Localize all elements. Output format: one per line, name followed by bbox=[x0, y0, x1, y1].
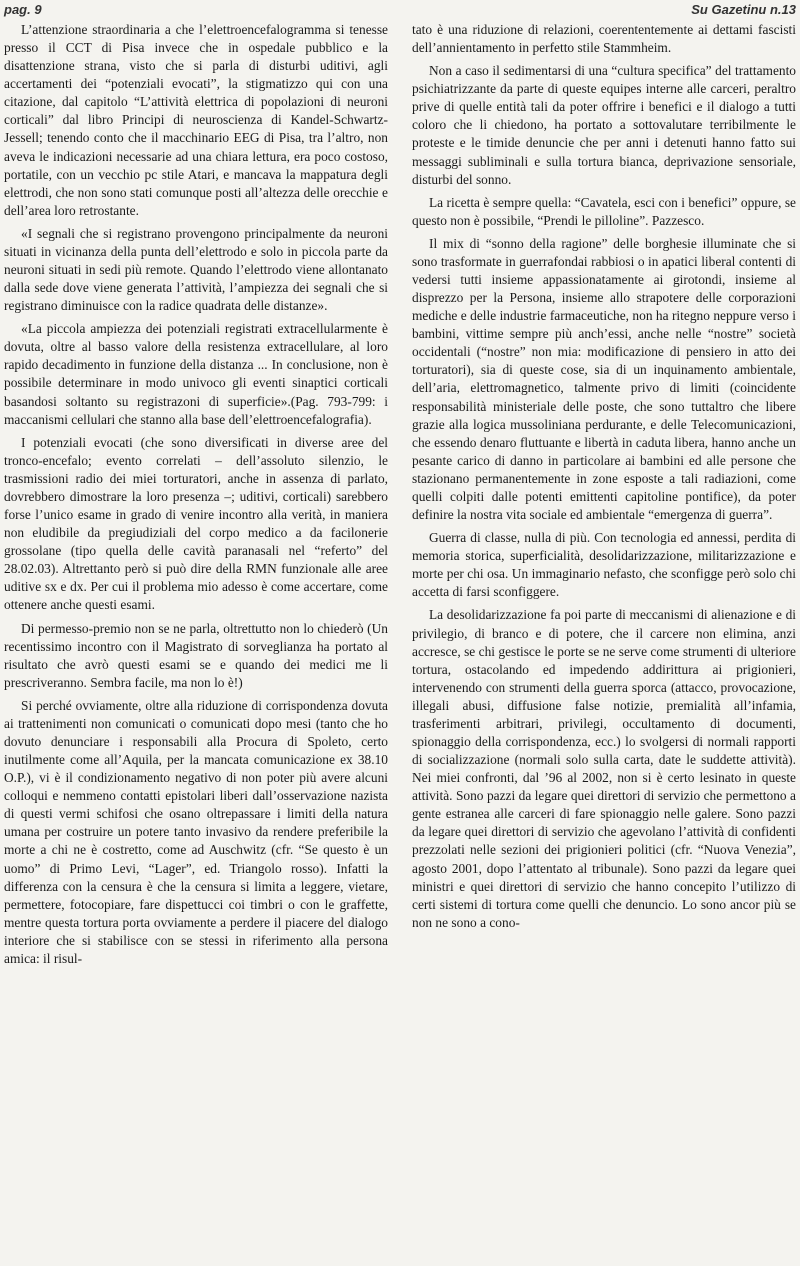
left-column bbox=[4, 21, 388, 1266]
paragraph: La ricetta è sempre quella: “Cavatela, esci con i benefici” oppure, se questo non è possibile, “Prendi le pilloline”. Pazzesco. bbox=[412, 194, 796, 228]
paragraph: La desolidarizzazione fa poi parte di meccanismi di alienazione e di privilegio, di branco e di potere, che il carcere non elimina, anzi accresce, se chi gestisce le porte se ne serve come strumenti di ulteriore tortura, ostacolando ed impedendo addirittura ai prigionieri, intervenendo con strumenti della guerra sporca (attacco, provocazione, illegali abusi, diffusione false notizie, premialità all’infamia, trasferimenti arbitrari, privilegi, occultamento di documenti, spionaggio della corrispondenza, ecc.) lo svolgersi di normali rapporti di socializzazione (normali solo sulla carta, date le suddette attività). Nei miei confronti, dal ’96 al 2002, non si è certo lesinato in queste attività. Sono pazzi da legare quei direttori di servizio che permettono a gente estranea alle carceri di fare spionaggio nelle galere. Sono pazzi da legare quei direttori di servizio che agevolano l’attività di confidenti prezzolati nelle sezioni dei prigionieri politici (cfr. “Nuova Venezia”, agosto 2001, dopo l’attentato al tribunale). Sono pazzi da legare quei ministri e quei direttori di servizio che hanno concepito l’utilizzo di certi sistemi di tortura come quelli che denuncio. Lo sono ancor più se non ne sono a cono- bbox=[412, 607, 796, 930]
paragraph-continuation: tato è una riduzione di relazioni, coerententemente ai dettami fascisti dell’annientamento in perfetto stile Stammheim. bbox=[412, 22, 796, 56]
paragraph: Guerra di classe, nulla di più. Con tecnologia ed annessi, perdita di memoria storica, superficialità, desolidarizzazione, militarizzazione e morte per chi osa. Un immaginario nefasto, che sconfigge però solo chi accetta di farsi sconfiggere. bbox=[412, 530, 796, 600]
paragraph: Di permesso-premio non se ne parla, oltrettutto non lo chiederò (Un recentissimo incontro con il Magistrato di sorveglianza ha portato al risultato che avrò questi esami se e quando dei medici me li prescriveranno. Sembra facile, ma non lo è!) bbox=[4, 620, 388, 690]
paragraph: Non a caso il sedimentarsi di una “cultura specifica” del trattamento psichiatrizzante da parte di queste equipes interne alle carceri, peraltro prive di quelle entità tali da poter offrire i benefici e il dialogo a tutti coloro che li chiedono, ha portato a sottovalutare terribilmente le proteste e le timide denuncie che per anni i detenuti hanno fatto sui messaggi subliminali e sulla tortura bianca, deprivazione sensoriale, disturbi del sonno. bbox=[412, 63, 796, 187]
paragraph: L’attenzione straordinaria a che l’elettroencefalogramma si tenesse presso il CCT di Pisa invece che in ospedale pubblico e la disattenzione strana, visto che si parla di disturbi uditivi, agli accertamenti dei “potenziali evocati”, la stigmatizzo qui con una citazione, dal capitolo “L’attività elettrica di popolazioni di neuroni corticali” dal libro Principi di neuroscienza di Kandel-Schwartz-Jessell; tenendo conto che il macchinario EEG di Pisa, tra l’altro, non aveva le indicazioni necessarie ad una chiara lettura, era poco costoso, portatile, con un vecchio pc stile Atari, e mancava la mappatura degli elettrodi, che non sono stati comunque posti all’altezza delle orecchie e dell’area loro retrostante. bbox=[4, 22, 388, 218]
publication-title: Su Gazetinu n.13 bbox=[691, 2, 796, 17]
paragraph: I potenziali evocati (che sono diversificati in diverse aree del tronco-encefalo; evento correlati – dell’assoluto silenzio, le trasmissioni radio dei miei torturatori, anche in assenza di parlato, dovrebbero dimostrare la loro presenza –; uditivi, corticali) sarebbero forse l’unico esame in grado di venire incontro alla verità, in maniera non eludibile da pregiudiziali del corpo medico a da facilonerie grossolane (tipo quella delle cavità paranasali nel “referto” del 28.02.03). Altrettanto però si può dire della RMN funzionale alle aree uditive sx e dx. Per cui il problema mio adesso è come accertare, come ottenere anche questi esami. bbox=[4, 434, 388, 613]
paragraph: Si perché ovviamente, oltre alla riduzione di corrispondenza dovuta ai trattenimenti non comunicati o comunicati dopo mesi (tanto che ho dovuto denunciare i responsabili alla Procura di Spoleto, certo inutilmente come all’Aquila, per la mancata comunicazione ex 38.10 O.P.), vi è il condizionamento negativo di non poter più avere alcuni colloqui e nemmeno contatti epistolari liberi dall’osservazione nazista di questi vermi schifosi che osano oltrepassare i limiti della natura umana per costruire un potere tanto invasivo da rendere preferibile la morte a chi ne è costretto, come ad Auschwitz (cfr. “Se questo è un uomo” di Primo Levi, “Lager”, ed. Triangolo rosso). Infatti la differenza con la censura è che la censura si limita a leggere, vietare, permettere, fotocopiare, fare dispettucci coi timbri o con le graffette, mentre questa tortura porta ovviamente a perdere il piacere del dialogo interiore che si stabilisce con se stessi in riferimento alla persona amica: il risul- bbox=[4, 697, 388, 966]
paragraph: «I segnali che si registrano provengono principalmente da neuroni situati in vicinanza della punta dell’elettrodo e solo in piccola parte da neuroni situati in sedi più remote. Quando l’elettrodo viene allontanato dalla sede dove viene generata l’attività, l’ampiezza dei segnali che si registrano diminuisce con la radice quadrata delle distanze». bbox=[4, 225, 388, 314]
paragraph: Il mix di “sonno della ragione” delle borghesie illuminate che si sono trasformate in guerrafondai rabbiosi o in apatici liberal contenti di vedersi tutti insieme appassionatamente ai girotondi, insieme al disprezzo per la Persona, insieme allo strapotere delle corporazioni mediche e delle industrie farmaceutiche, non ha ritegno neppure verso i bambini, vittime sempre più anch’essi, anche nelle “nostre” società occidentali (“nostre” non mia: modificazione di pensiero in atto dei torturatori), sia di queste cose, sia di un inquinamento ambientale, dell’aria, elettromagnetico, talmente privo di limiti (coincidente responsabilità ministeriale delle poste, che sono tuttaltro che libere grazie alla logica mussoliniana perdurante, e delle Telecomunicazioni, che essendo denaro fluttuante e libertà in caduta libera, hanno anche un pesante carico di danno in particolare ai bambini ed alle persone che stazionano permanentemente in zone esposte a tali radiazioni, come quelli colpiti dalle potenti emittenti capitoline pontifice), da poter definire la nostra vita sociale ed ambientale “emergenza di guerra”. bbox=[412, 235, 796, 523]
page-header bbox=[0, 0, 800, 22]
page-number: pag. 9 bbox=[4, 2, 42, 17]
right-column bbox=[412, 21, 796, 1266]
paragraph: «La piccola ampiezza dei potenziali registrati extracellularmente è dovuta, oltre al basso valore della resistenza extracellulare, al loro rapido decadimento in funzione della distanza ... In conclusione, non è possibile determinare in modo univoco gli eventi sinaptici corticali basandosi soltanto su registrazoni di superficie».(Pag. 793-799: i maccanismi cellulari che stanno alla base dell’elettroencefalografia). bbox=[4, 321, 388, 427]
